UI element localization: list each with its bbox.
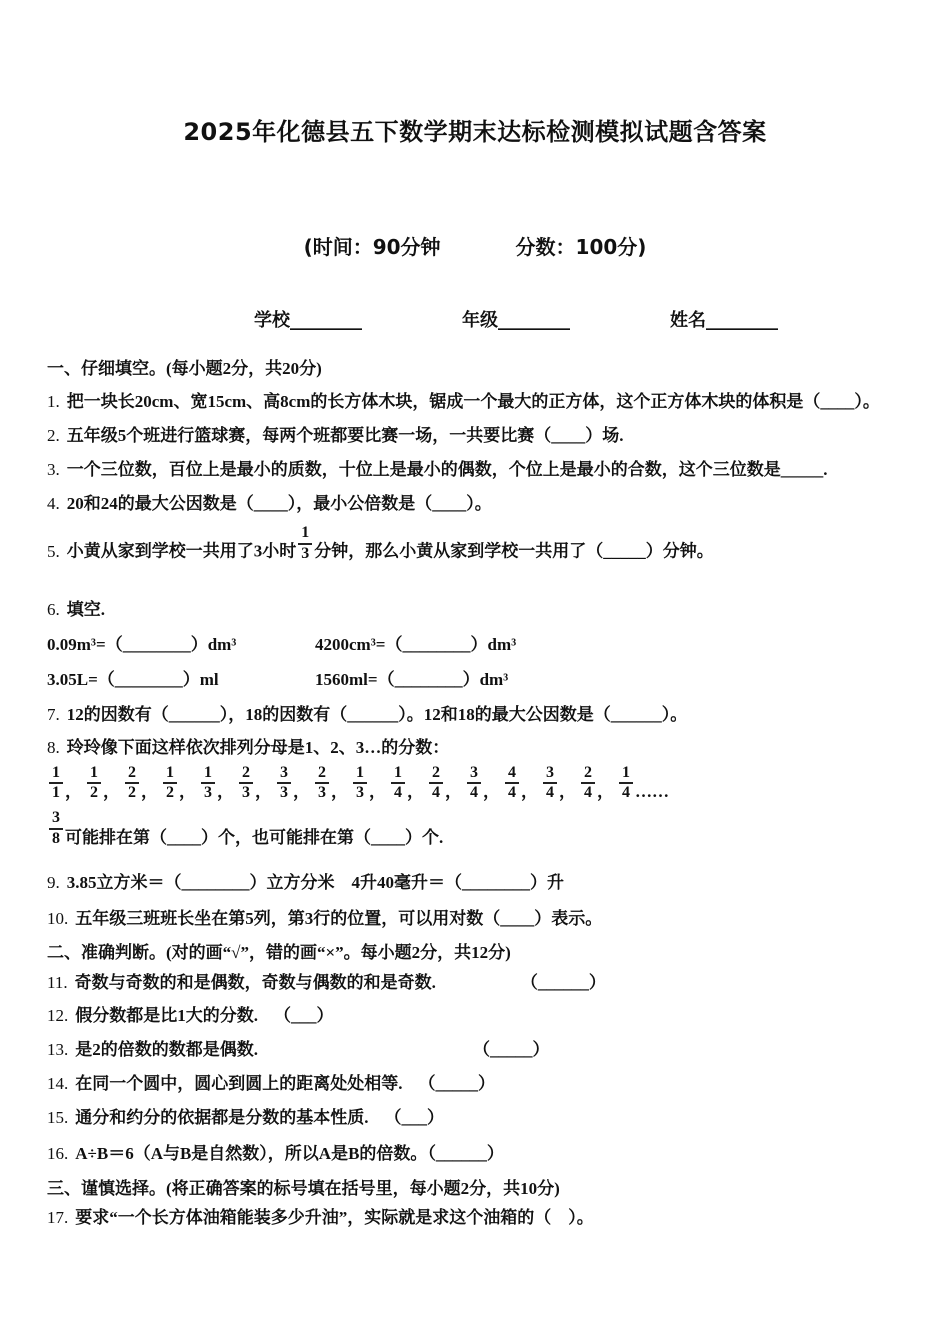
fraction-numerator: 1: [49, 765, 63, 785]
fraction-denominator: 4: [508, 784, 516, 802]
fraction-denominator: 2: [90, 784, 98, 802]
question-2: [47, 425, 903, 447]
question-text: 小黄从家到学校一共用了3小时: [66, 541, 297, 561]
question-16: [47, 1143, 903, 1165]
fraction: [239, 765, 253, 803]
fraction-numerator: 2: [581, 765, 595, 785]
question-8: [47, 737, 903, 759]
fraction-denominator: 3: [301, 544, 310, 562]
question-6-row-1: [47, 634, 903, 656]
fraction-separator: ，: [217, 782, 234, 802]
fraction-denominator: 4: [584, 784, 592, 802]
question-no: 12.: [47, 1005, 69, 1025]
fraction-separator: ，: [407, 782, 424, 802]
question-blank: （______）: [427, 1143, 504, 1163]
fraction-numerator: 3: [543, 765, 557, 785]
fraction-denominator: 3: [280, 784, 288, 802]
fraction-numerator: 2: [239, 765, 253, 785]
fraction: [277, 765, 291, 803]
fraction-separator: ，: [597, 782, 614, 802]
question-text: 填空.: [66, 599, 105, 619]
fraction-denominator: 4: [546, 784, 554, 802]
question-8-tail: [47, 810, 903, 848]
fraction-denominator: 3: [318, 784, 326, 802]
conversion-blank: 4200cm³=（________）dm³: [315, 634, 517, 654]
fraction-separator: ，: [65, 782, 82, 802]
question-no: 8.: [47, 737, 60, 757]
question-blank: （______）: [520, 972, 606, 992]
fraction: [49, 810, 63, 848]
question-no: 1.: [47, 392, 60, 411]
fraction-numerator: 1: [201, 765, 215, 785]
fraction-numerator: 3: [277, 765, 291, 785]
question-7: [47, 704, 903, 726]
fraction-denominator: 4: [622, 784, 630, 802]
fraction-denominator: 4: [394, 784, 402, 802]
fraction: [391, 765, 405, 803]
fraction-denominator: 1: [52, 784, 60, 802]
fraction-numerator: 2: [125, 765, 139, 785]
question-12: [47, 1005, 903, 1027]
question-text: 20和24的最大公因数是（____），最小公倍数是（____）。: [66, 494, 492, 513]
question-blank: （___）: [384, 1107, 444, 1127]
exam-time-label: (时间：90分钟: [303, 235, 441, 259]
question-text: 一个三位数，百位上是最小的质数，十位上是最小的偶数，个位上是最小的合数，这个三位数是_____.: [66, 460, 828, 479]
fraction-separator: ……: [635, 782, 669, 802]
section-choice-heading: 三、谨慎选择。(将正确答案的标号填在括号里，每小题2分，共10分): [47, 1178, 560, 1198]
fraction: [619, 765, 633, 803]
question-5: [47, 525, 903, 563]
question-no: 9.: [47, 872, 60, 892]
question-text: 玲玲像下面这样依次排列分母是1、2、3…的分数：: [66, 737, 450, 757]
fraction-denominator: 3: [242, 784, 250, 802]
question-text: 是2的倍数的数都是偶数.: [75, 1039, 258, 1059]
fraction-numerator: 4: [505, 765, 519, 785]
question-no: 11.: [47, 972, 68, 992]
question-10: [47, 908, 903, 930]
page-title: 2025年化德县五下数学期末达标检测模拟试题含答案: [183, 118, 767, 146]
question-14: [47, 1073, 903, 1095]
fraction-separator: ，: [179, 782, 196, 802]
question-text: 3.85立方米＝（________）立方分米 4升40毫升＝（________）升: [66, 872, 564, 892]
fraction: [125, 765, 139, 803]
fraction-numerator: 1: [298, 525, 312, 545]
question-6-row-2: [47, 669, 903, 691]
fraction: [505, 765, 519, 803]
fraction-separator: ，: [369, 782, 386, 802]
conversion-blank: 1560ml=（________）dm³: [315, 669, 509, 689]
question-11: [47, 972, 903, 994]
question-9: [47, 872, 903, 894]
fraction-separator: ，: [141, 782, 158, 802]
fraction: [581, 765, 595, 803]
question-text: 通分和约分的依据都是分数的基本性质.: [75, 1107, 369, 1127]
fraction: [201, 765, 215, 803]
question-text: 奇数与奇数的和是偶数，奇数与偶数的和是奇数.: [74, 972, 436, 992]
student-fields: [47, 306, 903, 332]
question-6: [47, 599, 903, 621]
question-text: 12的因数有（______），18的因数有（______）。12和18的最大公因数是（______）。: [66, 704, 688, 724]
fraction: [49, 765, 63, 803]
fraction: [543, 765, 557, 803]
question-text: 假分数都是比1大的分数.: [75, 1005, 258, 1025]
fraction-denominator: 2: [166, 784, 174, 802]
grade-field: 年级________: [462, 310, 570, 331]
fraction: [298, 525, 312, 563]
fraction-separator: ，: [521, 782, 538, 802]
question-no: 17.: [47, 1207, 69, 1227]
question-text: 在同一个圆中，圆心到圆上的距离处处相等.: [75, 1073, 403, 1093]
fraction-denominator: 3: [204, 784, 212, 802]
conversion-blank: 3.05L=（________）ml: [47, 669, 219, 689]
fraction-numerator: 3: [467, 765, 481, 785]
question-text: 把一块长20cm、宽15cm、高8cm的长方体木块，锯成一个最大的正方体，这个正方体木块的体积是（____）。: [66, 392, 880, 411]
question-text: 可能排在第（____）个，也可能排在第（____）个.: [65, 827, 444, 847]
section-fill-heading: 一、仔细填空。(每小题2分，共20分): [47, 359, 322, 378]
fraction-denominator: 8: [52, 829, 60, 847]
fraction: [429, 765, 443, 803]
fraction-separator: ，: [331, 782, 348, 802]
fraction-denominator: 3: [356, 784, 364, 802]
question-no: 15.: [47, 1107, 69, 1127]
fraction: [353, 765, 367, 803]
exam-score-label: 分数：100分): [515, 235, 647, 259]
question-13: [47, 1039, 903, 1061]
conversion-blank: 0.09m³=（________）dm³: [47, 634, 237, 654]
question-no: 5.: [47, 541, 60, 561]
question-no: 7.: [47, 704, 60, 724]
school-field: 学校________: [254, 310, 362, 331]
fraction-separator: ，: [255, 782, 272, 802]
question-17: [47, 1207, 903, 1229]
fraction-separator: ，: [559, 782, 576, 802]
fraction-numerator: 1: [163, 765, 177, 785]
question-4: [47, 493, 903, 515]
fraction-numerator: 2: [429, 765, 443, 785]
question-blank: （_____）: [473, 1039, 550, 1059]
fraction-numerator: 1: [391, 765, 405, 785]
question-no: 4.: [47, 494, 60, 513]
question-blank: （___）: [274, 1005, 334, 1025]
section-judge-heading: 二、准确判断。(对的画“√”，错的画“×”。每小题2分，共12分): [47, 942, 511, 962]
fraction-separator: ，: [445, 782, 462, 802]
fraction-separator: ，: [293, 782, 310, 802]
fraction-numerator: 1: [353, 765, 367, 785]
question-text: 五年级5个班进行篮球赛，每两个班都要比赛一场，一共要比赛（____）场.: [66, 426, 624, 445]
fraction-separator: ，: [483, 782, 500, 802]
fraction-numerator: 1: [87, 765, 101, 785]
fraction-separator: ，: [103, 782, 120, 802]
name-field: 姓名________: [670, 310, 778, 331]
exam-meta: [47, 231, 903, 260]
question-no: 13.: [47, 1039, 69, 1059]
fraction-denominator: 4: [470, 784, 478, 802]
question-text: A÷B＝6（A与B是自然数），所以A是B的倍数。: [75, 1143, 428, 1163]
fraction: [163, 765, 177, 803]
fraction-denominator: 2: [128, 784, 136, 802]
fraction: [315, 765, 329, 803]
question-3: [47, 459, 903, 481]
question-1: [47, 391, 903, 413]
question-no: 6.: [47, 599, 60, 619]
fraction: [87, 765, 101, 803]
question-text: 分钟，那么小黄从家到学校一共用了（_____）分钟。: [314, 541, 714, 561]
question-15: [47, 1107, 903, 1129]
question-no: 16.: [47, 1143, 69, 1163]
question-no: 2.: [47, 426, 60, 445]
question-blank: （_____）: [418, 1073, 495, 1093]
fraction-denominator: 4: [432, 784, 440, 802]
fraction-numerator: 1: [619, 765, 633, 785]
fraction: [467, 765, 481, 803]
fraction-numerator: 3: [49, 810, 63, 830]
fraction-sequence: [47, 765, 903, 803]
question-text: 五年级三班班长坐在第5列，第3行的位置，可以用对数（____）表示。: [75, 908, 603, 928]
fraction-numerator: 2: [315, 765, 329, 785]
question-no: 10.: [47, 908, 69, 928]
question-text: 要求“一个长方体油箱能装多少升油”，实际就是求这个油箱的（ ）。: [75, 1207, 594, 1227]
question-no: 3.: [47, 460, 60, 479]
question-no: 14.: [47, 1073, 69, 1093]
